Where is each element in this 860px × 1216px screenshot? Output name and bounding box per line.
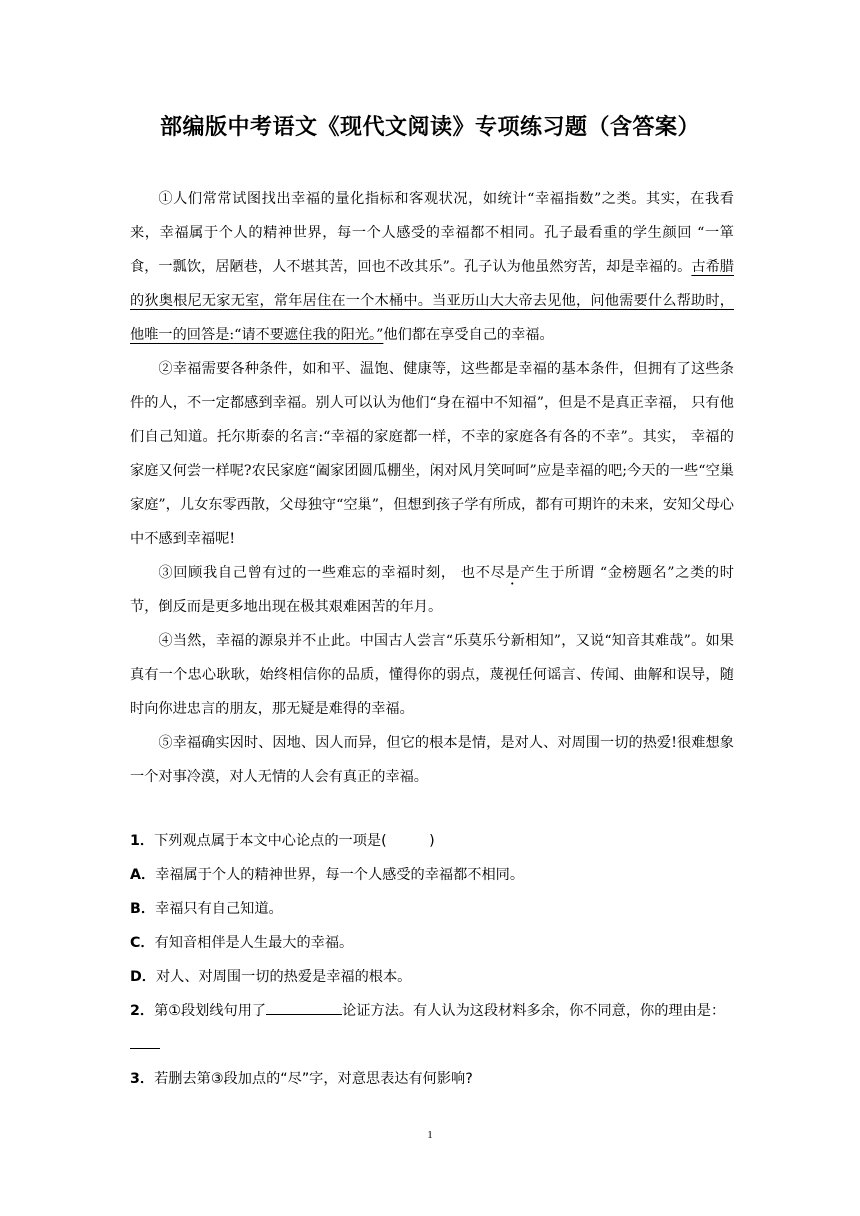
paragraph-2: ②幸福需要各种条件，如和平、温饱、健康等，这些都是幸福的基本条件，但拥有了这些条件的人，不一定都感到幸福。别人可以认为他们“身在福中不知福”，但是不是真正幸福， 只有他们自己知道。托尔斯泰的名言:“幸福的家庭都一样，不幸的家庭各有各的不幸”。其实， 幸福的家庭又何尝一样呢?农民家庭“阖家团圆瓜棚坐，闲对风月笑呵呵”应是幸福的吧;今天的一些“空巢家庭”，儿女东零西散，父母独守“空巢”，但想到孩子学有所成，都有可期许的未来，安知父母心中不感到幸福呢! (130, 361, 734, 547)
question-2-number: 2． (130, 1003, 155, 1019)
option-b-label: B． (130, 901, 156, 917)
question-3 (130, 1062, 734, 1096)
paragraph-1 (130, 182, 734, 352)
answer-blank (266, 996, 342, 1015)
paragraph-1-text: ①人们常常试图找出幸福的量化指标和客观状况，如统计“幸福指数”之类。其实，在我看来，幸福属于个人的精神世界，每一个人感受的幸福都不相同。孔子最看重的学生颜回 “一箪食，一瓢饮，居陋巷，人不堪其苦，回也不改其乐”。孔子认为他虽然穷苦，却是幸福的。 (130, 191, 734, 275)
paragraph-3-ending: 是产生于所谓 “金榜题名”之类的时节，倒反而是更多地出现在极其艰难困苦的年月。 (130, 565, 734, 615)
underlined-sentence: 古希腊的狄奥根尼无家无室，常年居住在一个木桶中。当亚历山大大帝去见他，问他需要什么帮助时，他唯一的回答是:“请不要遮住我的阳光。” (130, 259, 734, 343)
answer-blank (130, 1030, 160, 1049)
question-2-text-b: 论证方法。有人认为这段材料多余，你不同意，你的理由是： (342, 1003, 726, 1019)
paragraph-1-ending: 他们都在享受自己的幸福。 (383, 327, 554, 343)
paragraph-4: ④当然，幸福的源泉并不止此。中国古人尝言“乐莫乐兮新相知”，又说“知音其难哉”。如果真有一个忠心耿耿，始终相信你的品质，懂得你的弱点，蔑视任何谣言、传闻、曲解和误导，随时向你进忠言的朋友，那无疑是难得的幸福。 (130, 633, 734, 717)
option-b-text: 幸福只有自己知道。 (155, 901, 283, 917)
reading-passage (130, 182, 734, 794)
questions-section (130, 824, 734, 1096)
option-c-label: C． (130, 935, 155, 951)
option-c-text: 有知音相伴是人生最大的幸福。 (154, 935, 354, 951)
option-d-label: D． (130, 969, 156, 985)
option-d-text: 对人、对周围一切的热爱是幸福的根本。 (155, 969, 412, 985)
page-number: 1 (427, 1129, 433, 1141)
option-d (130, 960, 734, 994)
option-a (130, 858, 734, 892)
question-3-text: 若删去第③段加点的“尽”字，对意思表达有何影响? (154, 1071, 473, 1087)
question-2 (130, 994, 734, 1062)
page-title: 部编版中考语文《现代文阅读》专项练习题（含答案） (159, 115, 700, 140)
paragraph-3 (130, 556, 734, 624)
question-1-number: 1． (130, 833, 155, 849)
paragraph-3-text: ③回顾我自己曾有过的一些难忘的幸福时刻， 也不 (158, 565, 491, 581)
dotted-character: 尽 (490, 565, 506, 581)
question-1 (130, 824, 734, 858)
paragraph-5: ⑤幸福确实因时、因地、因人而异，但它的根本是情，是对人、对周围一切的热爱!很难想象一个对事冷漠，对人无情的人会有真正的幸福。 (130, 735, 734, 785)
option-a-label: A． (130, 867, 156, 883)
question-1-text: 下列观点属于本文中心论点的一项是( ) (154, 833, 435, 849)
question-2-text-a: 第①段划线句用了 (154, 1003, 267, 1019)
option-b (130, 892, 734, 926)
option-a-text: 幸福属于个人的精神世界，每一个人感受的幸福都不相同。 (155, 867, 525, 883)
option-c (130, 926, 734, 960)
question-3-number: 3． (130, 1071, 155, 1087)
